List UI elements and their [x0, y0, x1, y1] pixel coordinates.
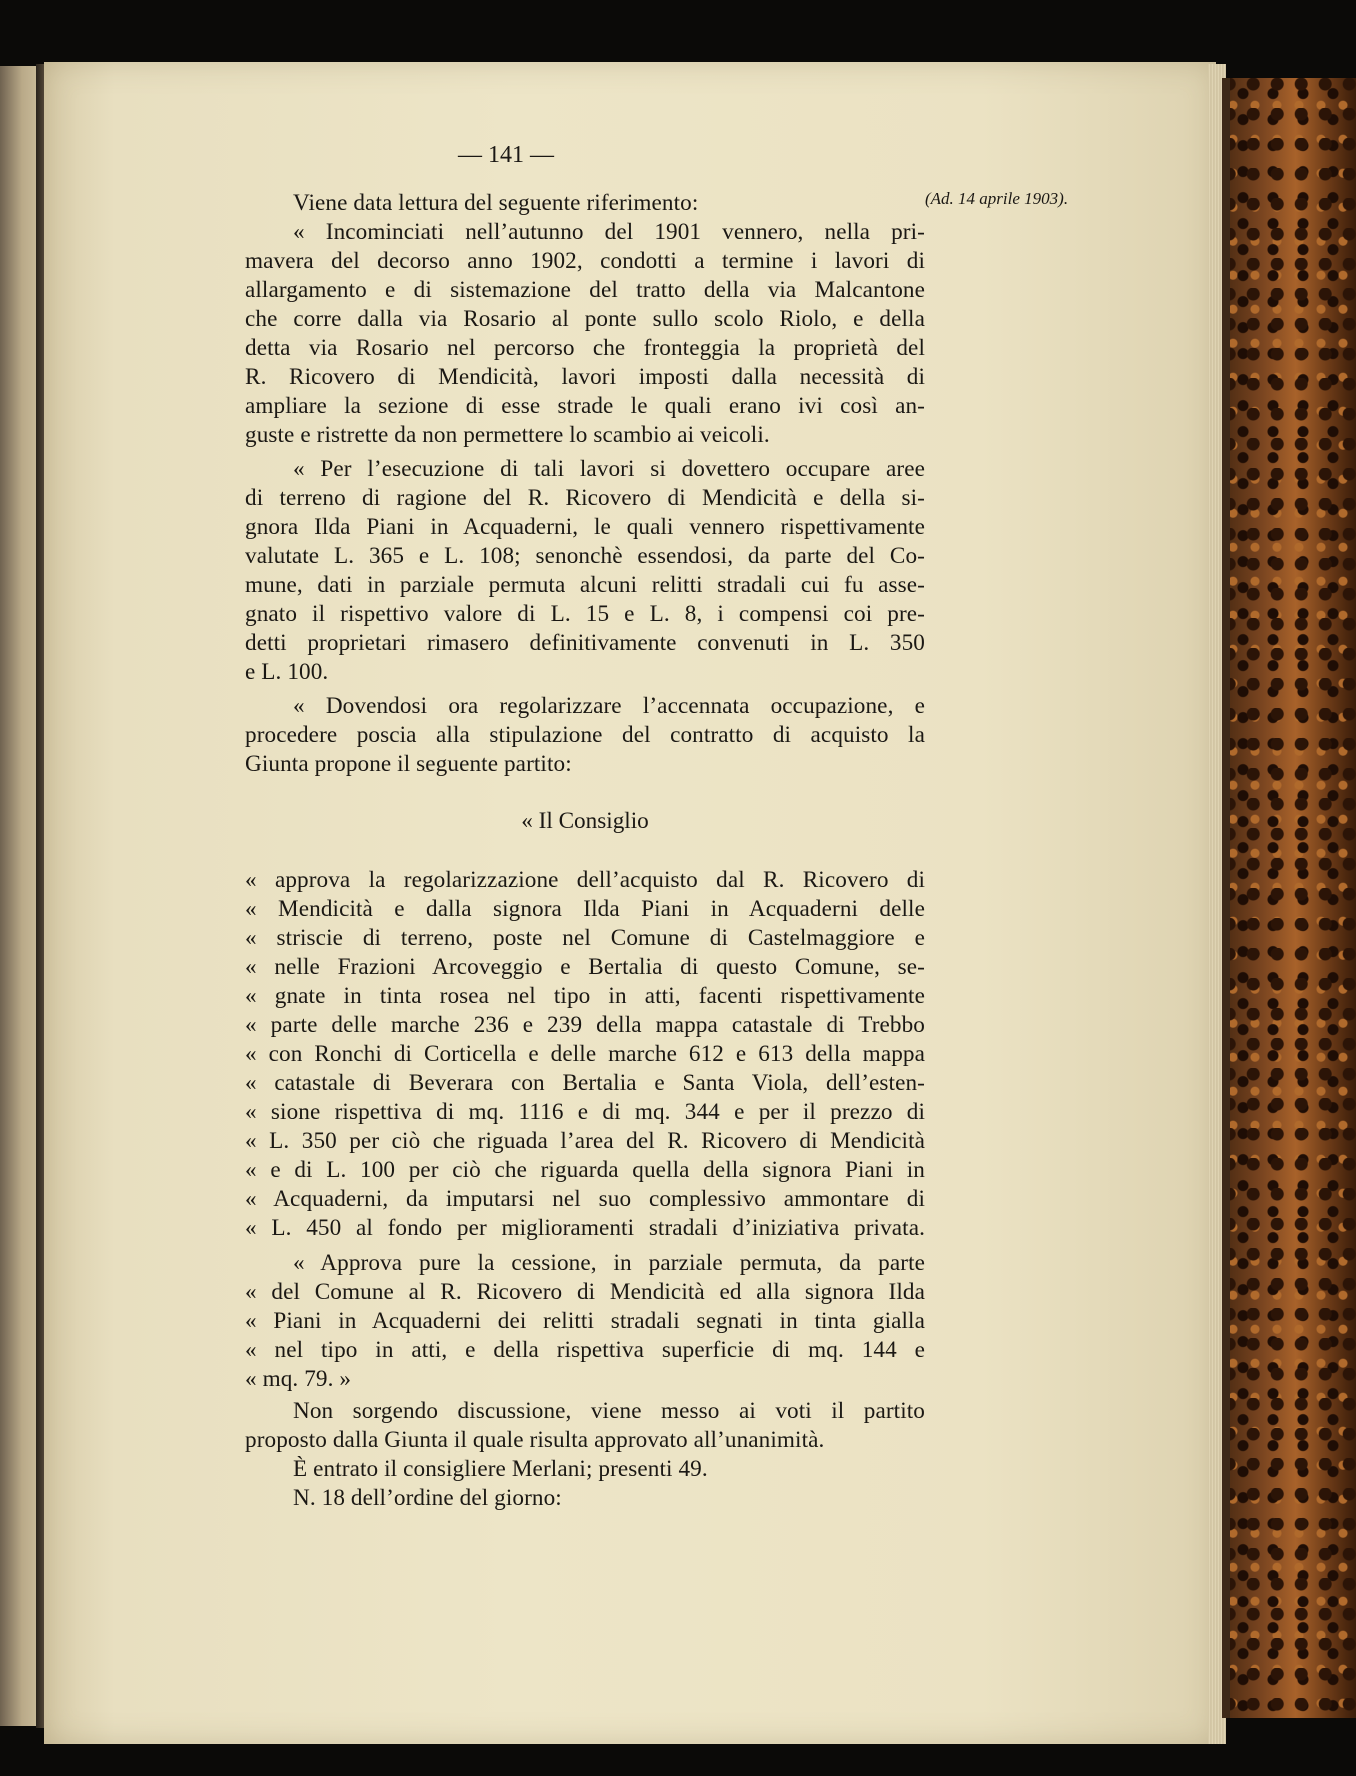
text-line: « Dovendosi ora regolarizzare l’accennata occupazione, e: [293, 693, 925, 719]
text-line: « nel tipo in atti, e della rispettiva superficie di mq. 144 e: [245, 1337, 925, 1363]
resolution-text-2: [245, 1249, 925, 1394]
council-heading: « Il Consiglio: [521, 808, 649, 834]
text-line: « mq. 79. »: [245, 1366, 352, 1392]
text-line: Non sorgendo discussione, viene messo ai voti il partito: [293, 1398, 925, 1424]
text-line: È entrato il consigliere Merlani; presenti 49.: [293, 1456, 708, 1482]
text-line: « Approva pure la cessione, in parziale permuta, da parte: [293, 1250, 925, 1276]
page-number: — 141 —: [458, 142, 554, 168]
closing-paragraph: [245, 1397, 925, 1513]
text-line: « sione rispettiva di mq. 1116 e di mq. 344 e per il prezzo di: [245, 1099, 925, 1125]
text-line: mune, dati in parziale permuta alcuni relitti stradali cui fu asse-: [245, 572, 925, 598]
text-line: Viene data lettura del seguente riferimento:: [293, 190, 699, 216]
paragraph-1: [245, 218, 925, 450]
paragraph-3: [245, 692, 925, 779]
text-line: procedere poscia alla stipulazione del contratto di acquisto la: [245, 722, 925, 748]
resolution-text: [245, 866, 925, 1243]
text-line: allargamento e di sistemazione del tratto della via Malcantone: [245, 277, 925, 303]
text-line: « Incominciati nell’autunno del 1901 vennero, nella pri-: [293, 219, 925, 245]
text-line: valutate L. 365 e L. 108; senonchè essendosi, da parte del Co-: [245, 543, 925, 569]
text-line: « L. 350 per ciò che riguada l’area del R. Ricovero di Mendicità: [245, 1128, 925, 1154]
text-line: « Mendicità e dalla signora Ilda Piani in Acquaderni delle: [245, 896, 925, 922]
text-line: che corre dalla via Rosario al ponte sullo scolo Riolo, e della: [245, 306, 925, 332]
left-page-edge: [0, 66, 40, 1726]
text-line: N. 18 dell’ordine del giorno:: [293, 1485, 562, 1511]
text-line: e L. 100.: [245, 659, 329, 685]
text-line: gnato il rispettivo valore di L. 15 e L. 8, i compensi coi pre-: [245, 601, 925, 627]
text-line: R. Ricovero di Mendicità, lavori imposti dalla necessità di: [245, 364, 925, 390]
text-line: detti proprietari rimasero definitivamente convenuti in L. 350: [245, 630, 925, 656]
text-line: « striscie di terreno, poste nel Comune di Castelmaggiore e: [245, 925, 925, 951]
intro-paragraph: [245, 189, 925, 218]
text-line: ampliare la sezione di esse strade le quali erano ivi così an-: [245, 393, 925, 419]
text-line: « del Comune al R. Ricovero di Mendicità ed alla signora Ilda: [245, 1279, 925, 1305]
text-line: « Acquaderni, da imputarsi nel suo complessivo ammontare di: [245, 1186, 925, 1212]
cover-edge: [1222, 78, 1230, 1718]
text-line: guste e ristrette da non permettere lo scambio ai veicoli.: [245, 422, 770, 448]
text-line: proposto dalla Giunta il quale risulta approvato all’unanimità.: [245, 1427, 825, 1453]
text-line: « e di L. 100 per ciò che riguarda quella della signora Piani in: [245, 1157, 925, 1183]
text-line: « Piani in Acquaderni dei relitti stradali segnati in tinta gialla: [245, 1308, 925, 1334]
text-line: « nelle Frazioni Arcoveggio e Bertalia di questo Comune, se-: [245, 954, 925, 980]
text-line: detta via Rosario nel percorso che fronteggia la proprietà del: [245, 335, 925, 361]
text-line: di terreno di ragione del R. Ricovero di Mendicità e della si-: [245, 485, 925, 511]
text-line: « parte delle marche 236 e 239 della mappa catastale di Trebbo: [245, 1012, 925, 1038]
text-line: « catastale di Beverara con Bertalia e Santa Viola, dell’esten-: [245, 1070, 925, 1096]
paragraph-2: [245, 455, 925, 687]
text-line: « L. 450 al fondo per miglioramenti stradali d’iniziativa privata.: [245, 1215, 925, 1241]
text-line: mavera del decorso anno 1902, condotti a termine i lavori di: [245, 248, 925, 274]
text-line: Giunta propone il seguente partito:: [245, 751, 572, 777]
text-line: « gnate in tinta rosea nel tipo in atti, facenti rispettivamente: [245, 983, 925, 1009]
text-line: gnora Ilda Piani in Acquaderni, le quali vennero rispettivamente: [245, 514, 925, 540]
margin-date-note: (Ad. 14 aprile 1903).: [925, 189, 1069, 208]
marbled-cover: [1222, 78, 1356, 1718]
text-line: « Per l’esecuzione di tali lavori si dovettero occupare aree: [293, 456, 925, 482]
text-line: « approva la regolarizzazione dell’acquisto dal R. Ricovero di: [245, 867, 925, 893]
text-line: « con Ronchi di Corticella e delle marche 612 e 613 della mappa: [245, 1041, 925, 1067]
